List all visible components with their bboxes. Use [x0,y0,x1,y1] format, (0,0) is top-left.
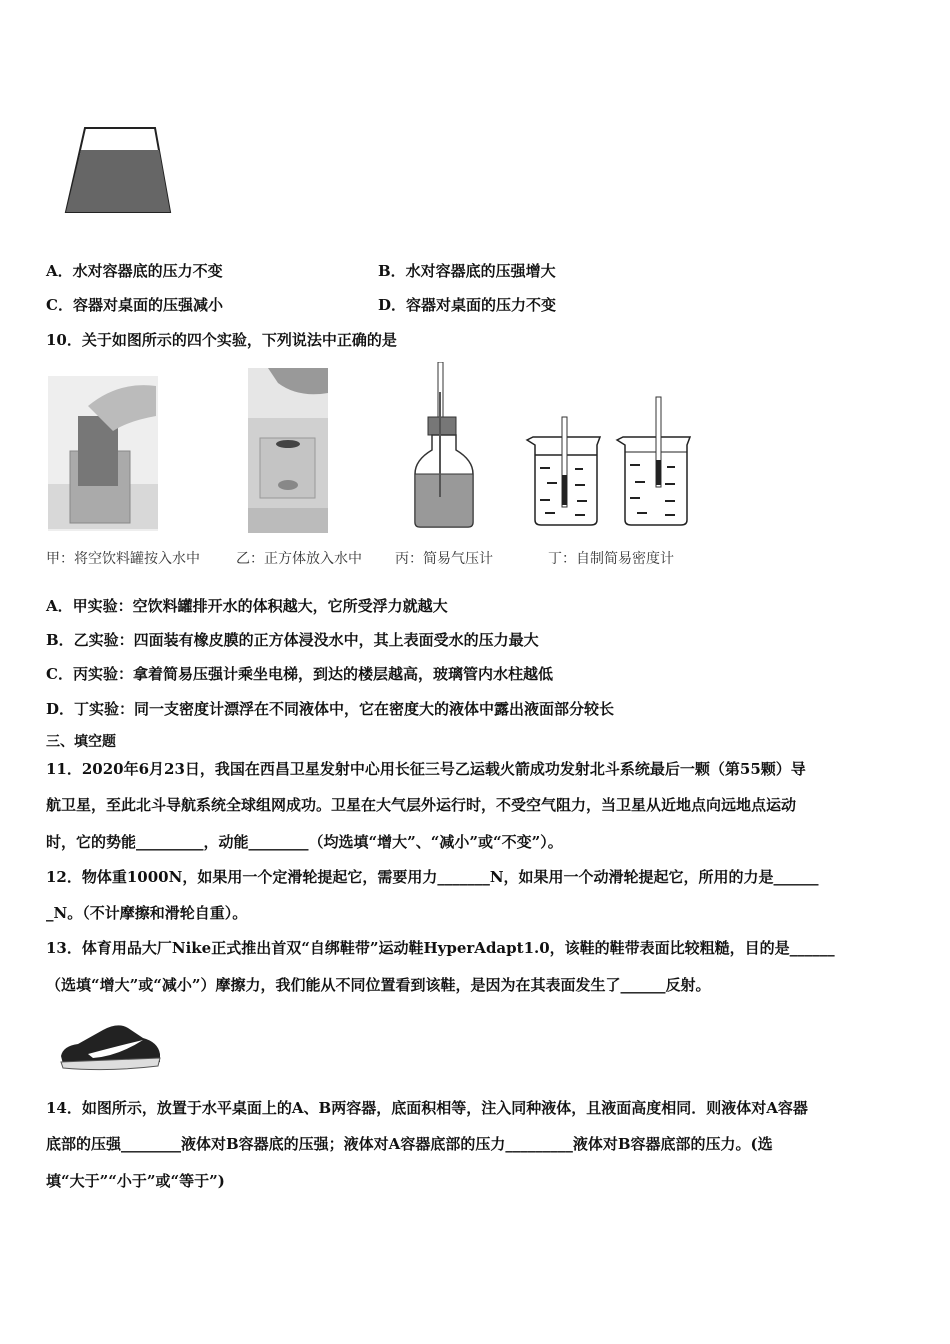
q13-line-1: 13．体育用品大厂Nike正式推出首双“自绑鞋带”运动鞋HyperAdapt1.0，该鞋的鞋带表面比较粗糙，目的是______ [46,939,835,957]
q14-line-2: 底部的压强________液体对B容器底的压强；液体对A容器底部的压力_________液体对B容器底部的压力。(选 [46,1135,773,1153]
simple-barometer-figure [410,362,480,530]
q10-option-b: B．乙实验：四面装有橡皮膜的正方体浸没水中，其上表面受水的压力最大 [46,631,539,649]
q10-option-a: A．甲实验：空饮料罐排开水的体积越大，它所受浮力就越大 [46,597,448,615]
q13-line-2: （选填“增大”或“减小”）摩擦力，我们能从不同位置看到该鞋，是因为在其表面发生了______反射。 [46,976,711,994]
q12-line-2: _N。（不计摩擦和滑轮自重）。 [46,904,248,922]
q11-line-1: 11．2020年6月23日，我国在西昌卫星发射中心用长征三号乙运载火箭成功发射北斗系统最后一颗（第55颗）导 [46,760,806,778]
q10-option-d: D．丁实验：同一支密度计漂浮在不同液体中，它在密度大的液体中露出液面部分较长 [46,700,615,718]
caption-yi: 乙：正方体放入水中 [236,551,362,567]
q9-option-a: A．水对容器底的压力不变 [46,262,223,280]
can-in-water-photo [48,376,158,531]
q9-option-c: C．容器对桌面的压强减小 [46,296,223,314]
q9-option-b: B．水对容器底的压强增大 [378,262,556,280]
q14-line-1: 14．如图所示，放置于水平桌面上的A、B两容器，底面积相等，注入同种液体，且液面高度相同．则液体对A容器 [46,1099,808,1117]
shoe-image [58,1018,163,1073]
cube-in-water-photo [248,368,328,533]
q11-line-2: 航卫星，至此北斗导航系统全球组网成功。卫星在大气层外运行时，不受空气阻力，当卫星从近地点向远地点运动 [46,796,797,814]
container-figure [60,120,180,220]
section-heading: 三、填空题 [46,734,116,750]
q11-line-3: 时，它的势能_________，动能________（均选填“增大”、“减小”或“不变”）。 [46,833,563,851]
q12-line-1: 12．物体重1000N，如果用一个定滑轮提起它，需要用力_______N，如果用一个动滑轮提起它，所用的力是______ [46,868,819,886]
hydrometer-figure [525,395,715,530]
caption-ding: 丁：自制简易密度计 [548,551,674,567]
caption-bing: 丙：简易气压计 [395,551,493,567]
q9-option-d: D．容器对桌面的压力不变 [378,296,557,314]
q10-option-c: C．丙实验：拿着简易压强计乘坐电梯，到达的楼层越高，玻璃管内水柱越低 [46,665,553,683]
q14-line-3: 填“大于”“小于”或“等于”) [46,1172,225,1190]
caption-jia: 甲：将空饮料罐按入水中 [46,551,200,567]
q10-stem: 10．关于如图所示的四个实验，下列说法中正确的是 [46,331,397,349]
